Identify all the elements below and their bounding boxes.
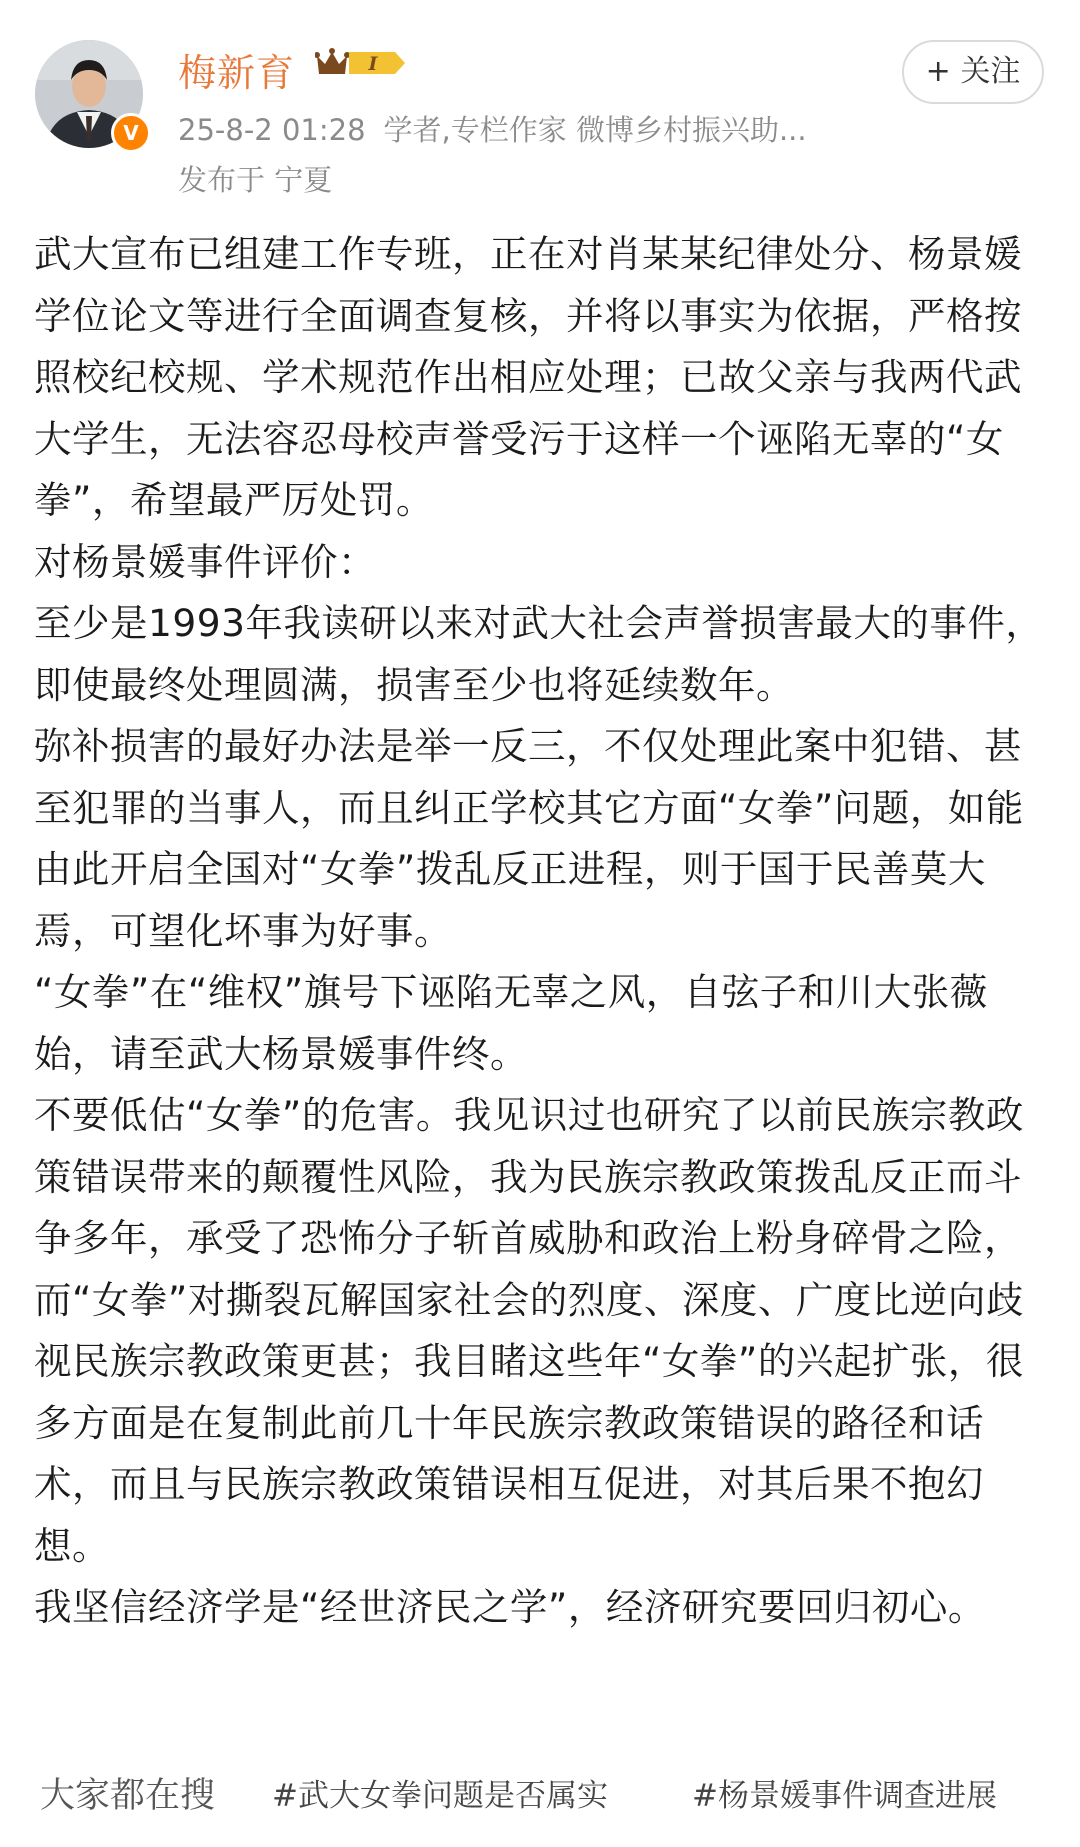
post-meta xyxy=(178,108,878,149)
post-paragraph-6: 不要低估“女拳”的危害。我见识过也研究了以前民族宗教政策错误带来的颠覆性风险，我为民族宗教政策拨乱反正而斗争多年，承受了恐怖分子斩首威胁和政治上粉身碎骨之险，而“女拳”对撕裂瓦解国家社会的烈度、深度、广度比逆向歧视民族宗教政策更甚；我目睹这些年“女拳”的兴起扩张，很多方面是在复制此前几十年民族宗教政策错误的路径和话术，而且与民族宗教政策错误相互促进，对其后果不抱幻想。 xyxy=(34,1093,1024,1568)
trending-search-title: 大家都在搜 xyxy=(40,1776,216,1816)
user-description: 学者,专栏作家 微博乡村振兴助... xyxy=(383,113,807,147)
post-body xyxy=(34,224,1054,1639)
post-paragraph-2: 对杨景媛事件评价： xyxy=(34,539,376,584)
post-paragraph-1: 武大宣布已组建工作专班，正在对肖某某纪律处分、杨景媛学位论文等进行全面调查复核，并将以事实为依据，严格按照校纪校规、学术规范作出相应处理；已故父亲与我两代武大学生，无法容忍母校声誉受污于这样一个诬陷无辜的“女拳”，希望最严厉处罚。 xyxy=(34,232,1022,522)
post-header xyxy=(0,0,1080,215)
post-paragraph-5: “女拳”在“维权”旗号下诬陷无辜之风，自弦子和川大张薇始，请至武大杨景媛事件终。 xyxy=(34,970,988,1076)
post-paragraph-3: 至少是1993年我读研以来对武大社会声誉损害最大的事件，即使最终处理圆满，损害至少也将延续数年。 xyxy=(34,601,1044,707)
post-paragraph-4: 弥补损害的最好办法是举一反三，不仅处理此案中犯错、甚至犯罪的当事人，而且纠正学校其它方面“女拳”问题，如能由此开启全国对“女拳”拨乱反正进程，则于国于民善莫大焉，可望化坏事为好事。 xyxy=(34,724,1024,953)
trending-search-bar xyxy=(0,1752,1080,1822)
post-time: 25-8-2 01:28 xyxy=(178,113,366,147)
follow-button[interactable]: + 关注 xyxy=(902,40,1044,104)
username[interactable]: 梅新育 xyxy=(178,51,296,95)
trending-tag-2[interactable]: #杨景媛事件调查进展 xyxy=(692,1778,997,1814)
trending-tag-1[interactable]: #武大女拳问题是否属实 xyxy=(272,1778,608,1814)
crown-level-badge-icon xyxy=(315,46,407,80)
verified-badge-icon: V xyxy=(111,113,151,153)
post-location: 发布于 宁夏 xyxy=(178,163,333,197)
level-badge-text: I xyxy=(368,53,378,75)
post-paragraph-7: 我坚信经济学是“经世济民之学”，经济研究要回归初心。 xyxy=(34,1585,986,1629)
